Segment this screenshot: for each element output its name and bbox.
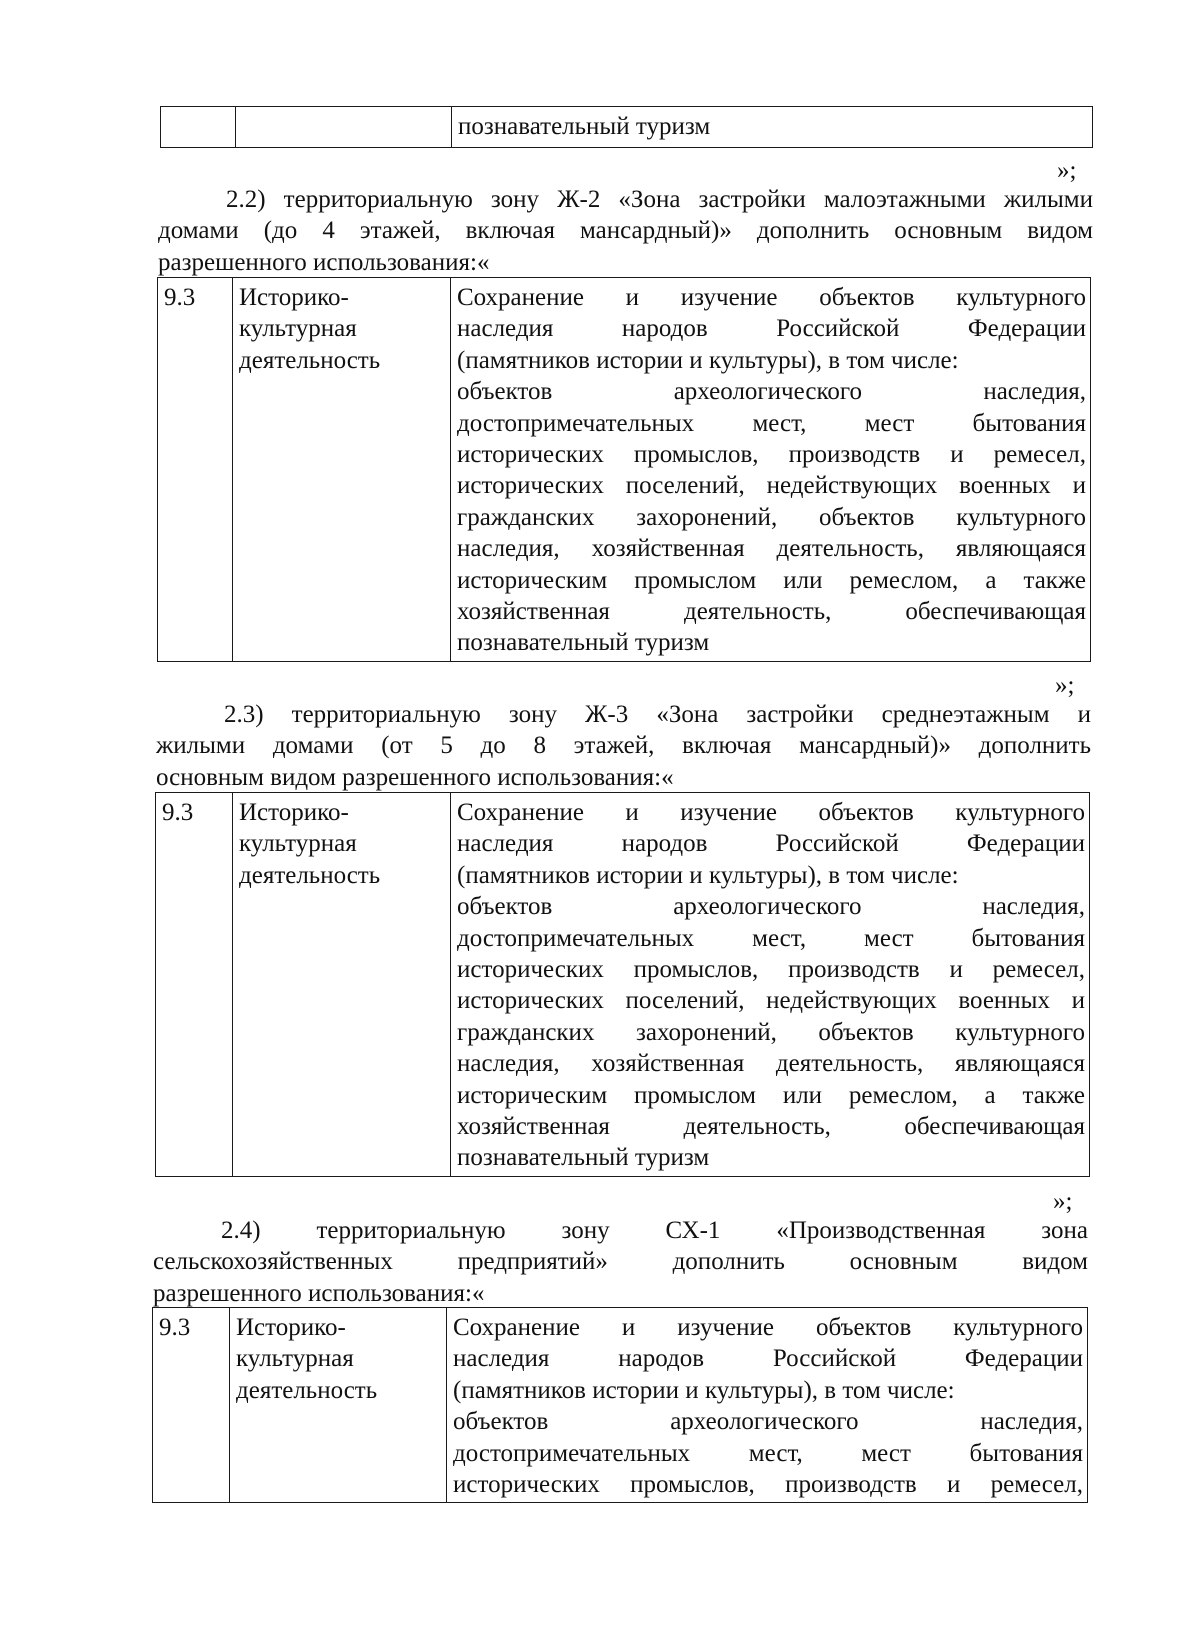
desc-line: наследия народов Российской Федерации bbox=[457, 830, 1085, 858]
desc-line: (памятников истории и культуры), в том числе: bbox=[453, 1376, 955, 1404]
para-line: разрешенного использования:« bbox=[158, 248, 490, 276]
name-line: культурная bbox=[239, 315, 357, 343]
desc-line: гражданских захоронений, объектов культурного bbox=[457, 1018, 1085, 1046]
desc-line: (памятников истории и культуры), в том числе: bbox=[457, 861, 959, 889]
name-line: деятельность bbox=[239, 861, 381, 889]
desc-line: познавательный туризм bbox=[457, 629, 710, 657]
desc-line: историческим промыслом или ремеслом, а также bbox=[457, 1081, 1085, 1109]
code-cell: 9.3 bbox=[158, 278, 233, 662]
name-line: деятельность bbox=[239, 346, 381, 374]
desc-line: наследия, хозяйственная деятельность, являющаяся bbox=[457, 535, 1086, 563]
para-line: сельскохозяйственных предприятий» дополнить основным видом bbox=[153, 1248, 1088, 1276]
desc-cell bbox=[451, 793, 1090, 1177]
desc-line: объектов археологического наследия, bbox=[453, 1408, 1083, 1436]
desc-line: достопримечательных мест, мест бытования bbox=[453, 1439, 1083, 1467]
desc-line: исторических промыслов, производств и ремесел, bbox=[457, 956, 1085, 984]
desc-line: исторических поселений, недействующих военных и bbox=[457, 472, 1086, 500]
name-line: культурная bbox=[239, 830, 357, 858]
desc-line: достопримечательных мест, мест бытования bbox=[457, 409, 1086, 437]
code-cell: 9.3 bbox=[156, 793, 233, 1177]
name-cell bbox=[230, 1308, 447, 1503]
name-line: Историко- bbox=[236, 1314, 346, 1341]
desc-line: познавательный туризм bbox=[457, 1144, 710, 1172]
desc-line: Сохранение и изучение объектов культурного bbox=[457, 284, 1086, 311]
name-cell bbox=[233, 793, 451, 1177]
desc-line: наследия народов Российской Федерации bbox=[457, 315, 1086, 343]
desc-line: исторических поселений, недействующих военных и bbox=[457, 987, 1085, 1015]
table-row bbox=[156, 793, 1090, 1177]
name-line: культурная bbox=[236, 1345, 354, 1373]
zone-table-zh3 bbox=[155, 792, 1090, 1177]
para-line: 2.3) территориальную зону Ж-3 «Зона застройки среднеэтажным и bbox=[224, 701, 1091, 728]
para-line: жилыми домами (от 5 до 8 этажей, включая мансардный)» дополнить bbox=[156, 732, 1091, 760]
zone-table-sh1 bbox=[152, 1307, 1088, 1503]
zone-table-zh2 bbox=[157, 277, 1091, 662]
table-row bbox=[158, 278, 1091, 662]
para-line: разрешенного использования:« bbox=[153, 1279, 485, 1307]
desc-line: хозяйственная деятельность, обеспечивающая bbox=[457, 598, 1086, 626]
paragraph-2-3 bbox=[156, 699, 1091, 793]
desc-line: исторических промыслов, производств и ремесел, bbox=[453, 1471, 1083, 1499]
para-line: основным видом разрешенного использования:« bbox=[156, 763, 674, 791]
code-cell: 9.3 bbox=[153, 1308, 230, 1503]
desc-line: объектов археологического наследия, bbox=[457, 893, 1085, 921]
desc-line: наследия народов Российской Федерации bbox=[453, 1345, 1083, 1373]
name-cell bbox=[236, 107, 452, 148]
desc-line: объектов археологического наследия, bbox=[457, 378, 1086, 406]
code-cell bbox=[161, 107, 236, 148]
desc-cell bbox=[451, 278, 1091, 662]
desc-line: Сохранение и изучение объектов культурного bbox=[457, 799, 1085, 826]
para-line: домами (до 4 этажей, включая мансардный)» дополнить основным видом bbox=[158, 217, 1093, 245]
desc-line: наследия, хозяйственная деятельность, являющаяся bbox=[457, 1050, 1085, 1078]
desc-line: (памятников истории и культуры), в том числе: bbox=[457, 346, 959, 374]
desc-cell bbox=[447, 1308, 1088, 1503]
desc-cell: познавательный туризм bbox=[452, 107, 1093, 148]
desc-line: исторических промыслов, производств и ремесел, bbox=[457, 441, 1086, 469]
paragraph-2-4 bbox=[153, 1215, 1088, 1309]
desc-line: хозяйственная деятельность, обеспечивающая bbox=[457, 1113, 1085, 1141]
desc-line: Сохранение и изучение объектов культурного bbox=[453, 1314, 1083, 1341]
name-cell bbox=[233, 278, 451, 662]
table-row bbox=[153, 1308, 1088, 1503]
name-line: деятельность bbox=[236, 1376, 378, 1404]
para-line: 2.4) территориальную зону СХ-1 «Производственная зона bbox=[221, 1217, 1088, 1244]
para-line: 2.2) территориальную зону Ж-2 «Зона застройки малоэтажными жилыми bbox=[226, 186, 1093, 213]
table-row bbox=[161, 107, 1093, 148]
desc-line: достопримечательных мест, мест бытования bbox=[457, 924, 1085, 952]
closing-quote: »; bbox=[1053, 1188, 1073, 1215]
desc-line: историческим промыслом или ремеслом, а также bbox=[457, 566, 1086, 594]
name-line: Историко- bbox=[239, 284, 349, 311]
closing-quote: »; bbox=[1055, 672, 1075, 699]
name-line: Историко- bbox=[239, 799, 349, 826]
closing-quote: »; bbox=[1057, 157, 1077, 184]
top-table bbox=[160, 106, 1093, 148]
paragraph-2-2 bbox=[158, 184, 1093, 278]
desc-line: гражданских захоронений, объектов культурного bbox=[457, 503, 1086, 531]
